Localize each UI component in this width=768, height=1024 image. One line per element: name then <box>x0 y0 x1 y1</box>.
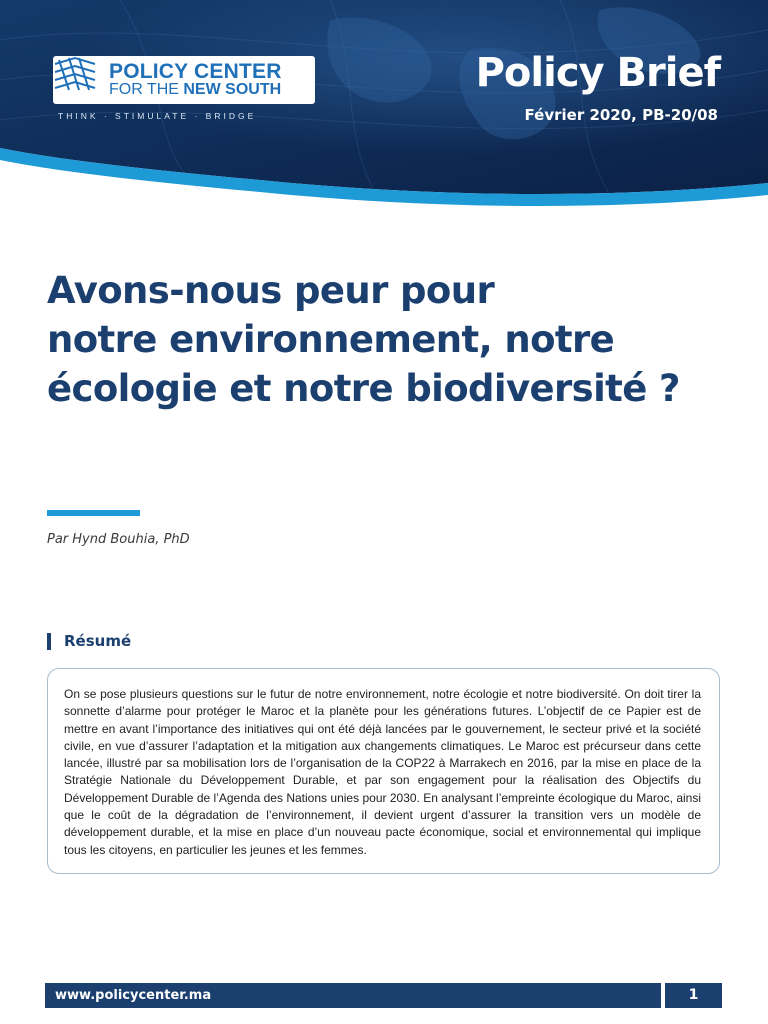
logo-text-line2 <box>109 81 281 99</box>
accent-divider <box>47 510 140 516</box>
title-line: écologie et notre biodiversité ? <box>47 367 680 410</box>
footer-bar <box>45 983 661 1008</box>
page-number: 1 <box>665 983 722 1008</box>
policy-brief-title: Policy Brief <box>475 50 720 96</box>
globe-mesh-icon <box>53 56 97 92</box>
resume-heading: Résumé <box>64 632 132 650</box>
policy-brief-date-ref: Février 2020, PB-20/08 <box>524 106 718 124</box>
logo-tagline: THINK · STIMULATE · BRIDGE <box>58 111 257 121</box>
title-line: notre environnement, notre <box>47 318 615 361</box>
abstract-text: On se pose plusieurs questions sur le futur de notre environnement, notre écologie et notre biodiversité. On doit tirer la sonnette d’alarme pour protéger le Maroc et la planète pour les générations futures. L’objectif de ce Papier est de mettre en avant l’importance des initiatives qui ont été déjà lancées par le gouvernement, le secteur privé et la société civile, en vue d’assurer l’adaptation et la mitigation aux changements climatiques. Le Maroc est précurseur dans cette lancée, illustré par sa mobilisation lors de l’organisation de la COP22 à Marrakech en 2016, par la mise en place de la Stratégie Nationale du Développement Durable, et par son engagement pour la réalisation des Objectifs du Développement Durable de l’Agenda des Nations unies pour 2030. En analysant l’empreinte écologique du Maroc, ainsi que le coût de la dégradation de l’environnement, il devient urgent d’assurer la transition vers un modèle de développement durable, et la mise en place d’un nouveau pacte économique, social et environnemental qui implique tous les citoyens, en particulier les jeunes et les femmes. <box>64 687 701 857</box>
header-banner <box>0 0 768 215</box>
author-byline: Par Hynd Bouhia, PhD <box>47 532 190 547</box>
document-title <box>47 266 727 413</box>
logo <box>53 56 315 104</box>
logo-text-bold: NEW SOUTH <box>183 81 282 98</box>
title-line: Avons-nous peur pour <box>47 269 495 312</box>
logo-text-prefix: FOR THE <box>109 81 184 98</box>
section-marker <box>47 633 51 650</box>
logo-text-line1: POLICY CENTER <box>109 60 282 83</box>
abstract-box <box>47 668 720 874</box>
footer-website-link[interactable]: www.policycenter.ma <box>55 988 212 1003</box>
